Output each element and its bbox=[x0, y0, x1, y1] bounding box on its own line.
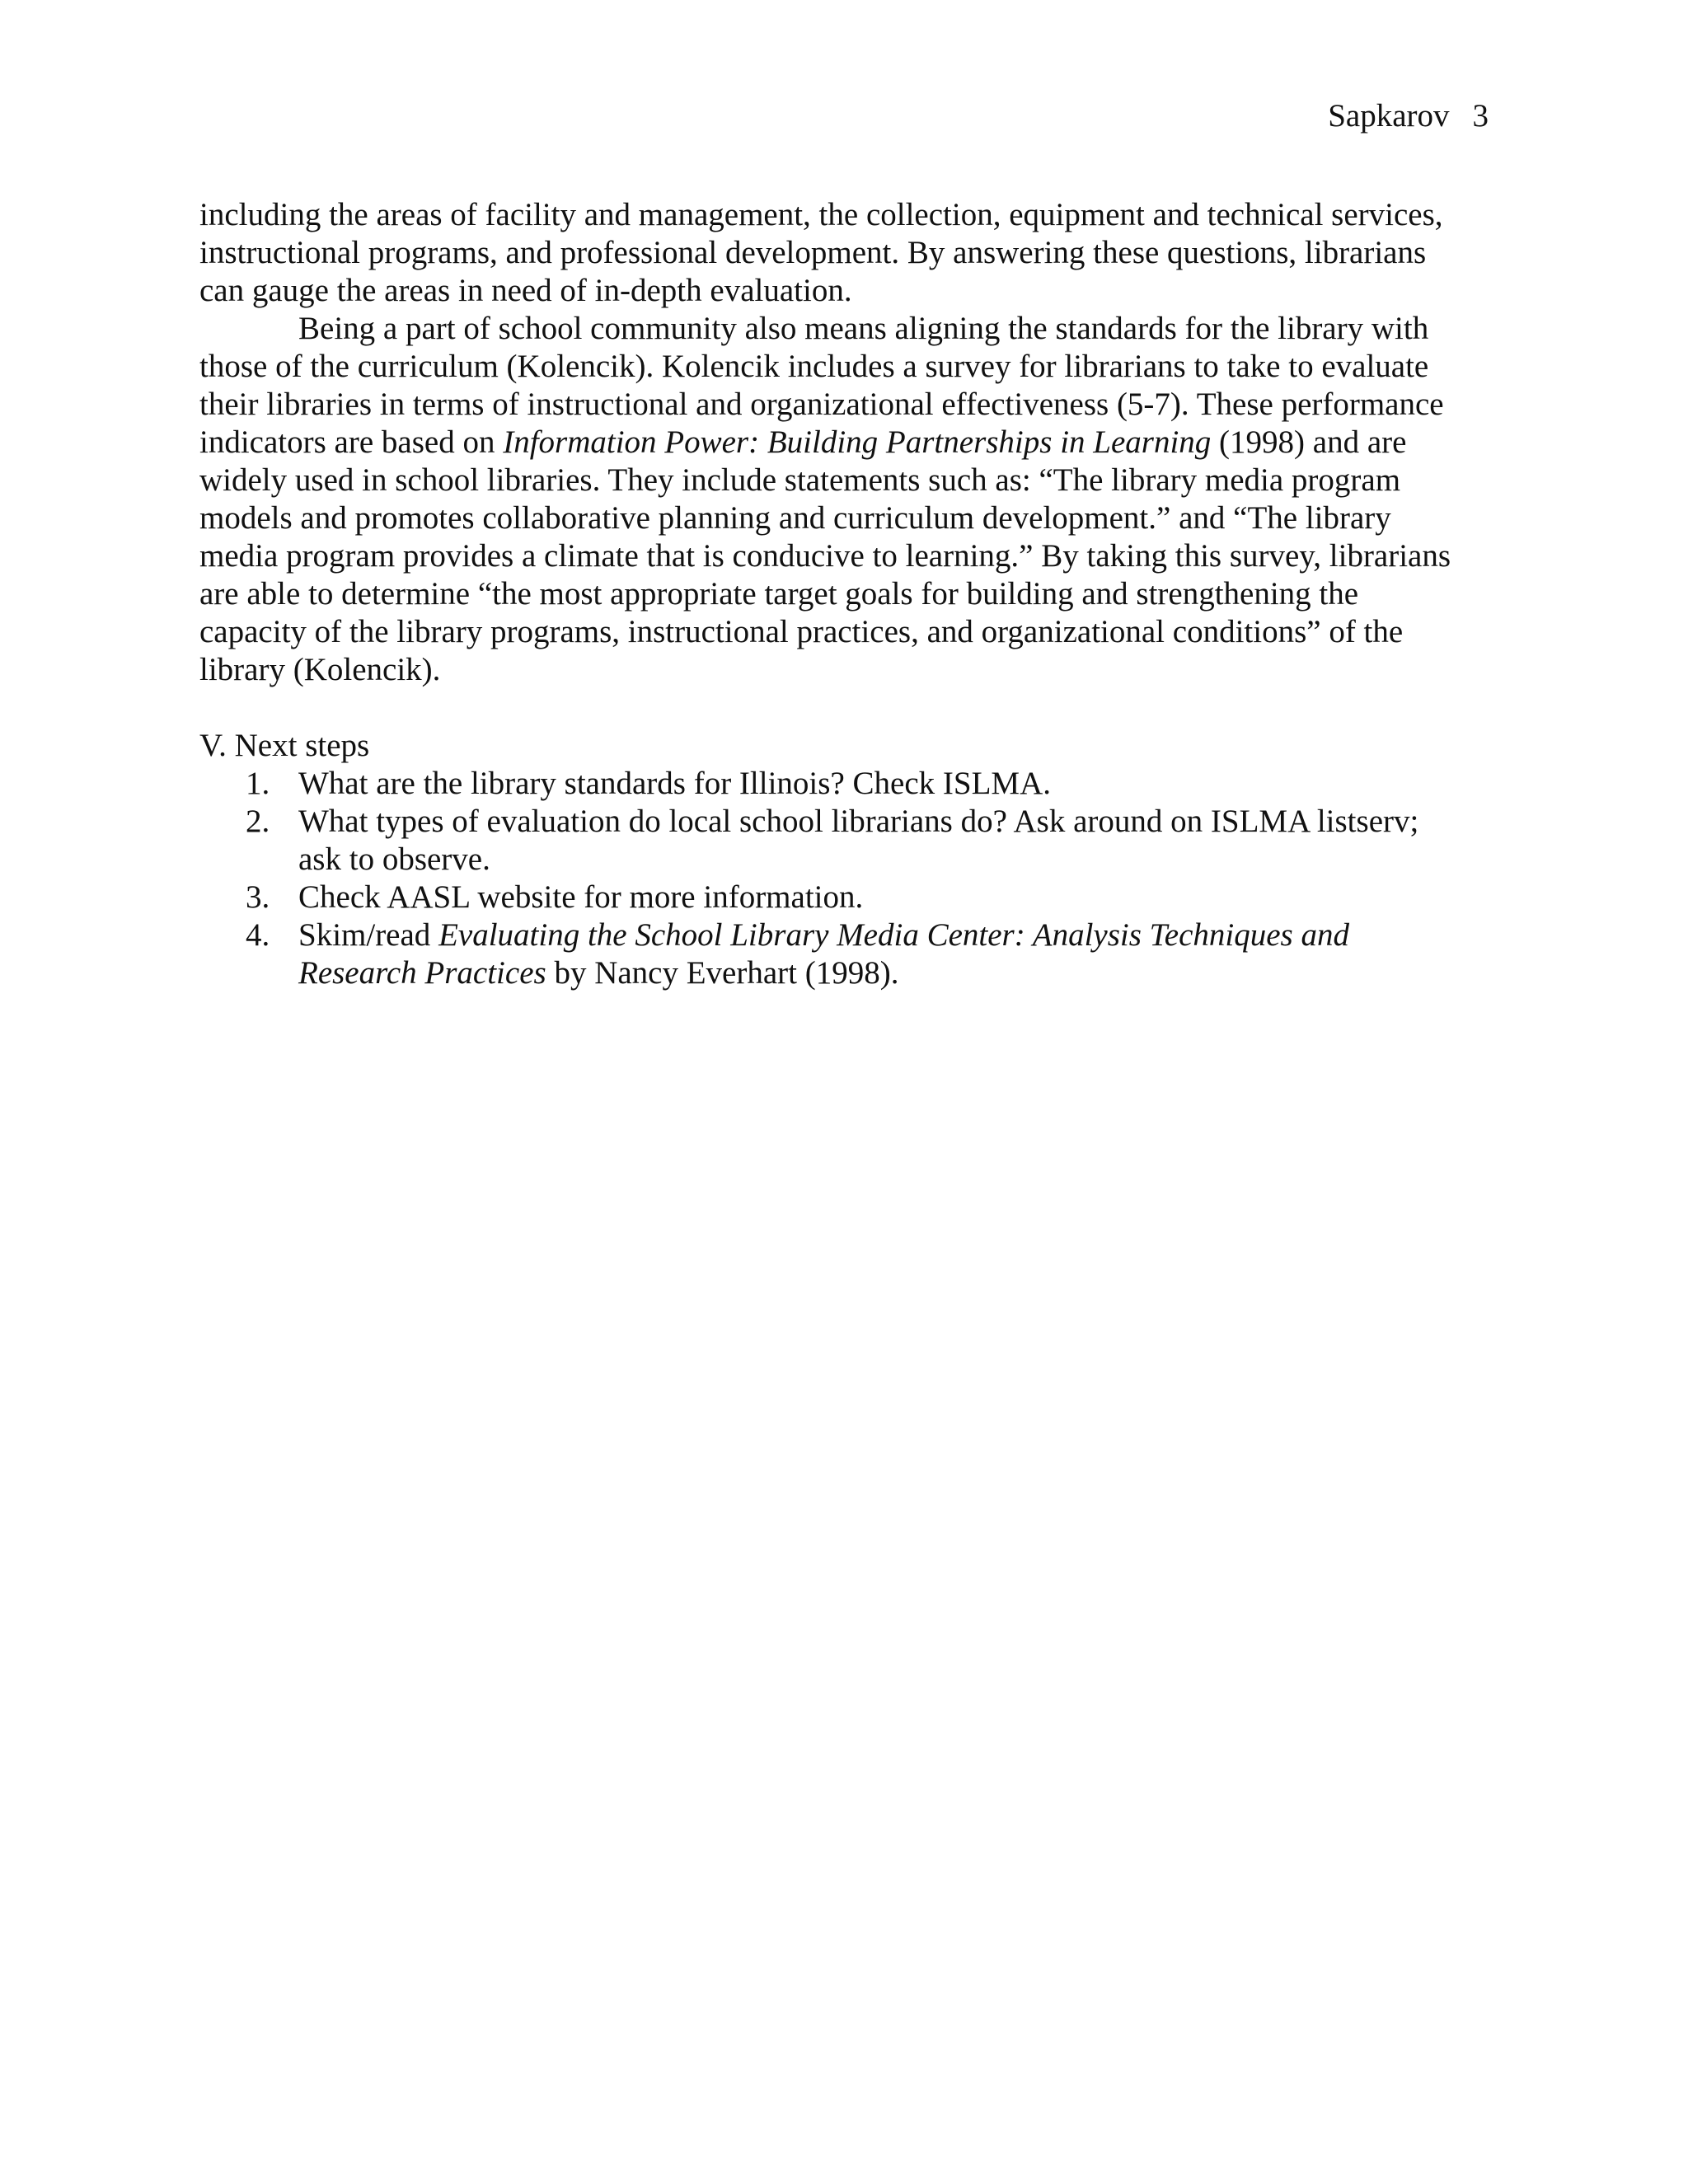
running-header bbox=[1328, 97, 1489, 135]
text-line: library (Kolencik). bbox=[199, 652, 441, 687]
text-run: indicators are based on bbox=[199, 424, 504, 460]
text-line: Being a part of school community also means aligning the standards for the library with bbox=[298, 311, 1429, 346]
text-line bbox=[298, 916, 1498, 954]
list-number: 1. bbox=[246, 766, 270, 801]
next-steps-list bbox=[199, 765, 1498, 992]
page-number: 3 bbox=[1472, 98, 1489, 134]
text-line: those of the curriculum (Kolencik). Kolencik includes a survey for librarians to take to evaluate bbox=[199, 349, 1429, 384]
text-line: their libraries in terms of instructional and organizational effectiveness (5-7). These performance bbox=[199, 387, 1444, 422]
text-line: can gauge the areas in need of in-depth evaluation. bbox=[199, 273, 852, 308]
text-line: including the areas of facility and management, the collection, equipment and technical services, bbox=[199, 197, 1443, 232]
text-line: widely used in school libraries. They include statements such as: “The library media program bbox=[199, 462, 1401, 498]
text-line: instructional programs, and professional development. By answering these questions, librarians bbox=[199, 235, 1427, 270]
text-line: models and promotes collaborative planning and curriculum development.” and “The library bbox=[199, 500, 1391, 536]
text-line bbox=[199, 424, 1498, 462]
paragraph bbox=[199, 196, 1498, 310]
list-item bbox=[199, 879, 1498, 916]
paragraph-gap bbox=[199, 689, 1498, 727]
paragraph bbox=[199, 310, 1498, 689]
section-next-steps bbox=[199, 727, 1498, 992]
book-title: Research Practices bbox=[298, 955, 546, 991]
list-number: 2. bbox=[246, 804, 270, 839]
text-run: (1998) and are bbox=[1211, 424, 1407, 460]
section-heading: V. Next steps bbox=[199, 728, 370, 763]
text-run: Skim/read bbox=[298, 917, 439, 953]
header-author: Sapkarov bbox=[1328, 98, 1450, 134]
text-line: capacity of the library programs, instructional practices, and organizational conditions” of the bbox=[199, 614, 1404, 649]
list-item bbox=[199, 765, 1498, 803]
list-item bbox=[199, 803, 1498, 879]
text-line bbox=[298, 954, 1498, 992]
text-run: by Nancy Everhart (1998). bbox=[546, 955, 899, 991]
text-line: What are the library standards for Illinois? Check ISLMA. bbox=[298, 766, 1051, 801]
text-line: What types of evaluation do local school librarians do? Ask around on ISLMA listserv; bbox=[298, 804, 1419, 839]
book-title: Evaluating the School Library Media Center: Analysis Techniques and bbox=[438, 917, 1349, 953]
list-number: 4. bbox=[246, 917, 270, 953]
text-line: are able to determine “the most appropriate target goals for building and strengthening the bbox=[199, 576, 1359, 612]
text-line: media program provides a climate that is conducive to learning.” By taking this survey, librarians bbox=[199, 538, 1451, 574]
book-title: Information Power: Building Partnerships in Learning bbox=[503, 424, 1212, 460]
text-line: Check AASL website for more information. bbox=[298, 879, 864, 915]
list-number: 3. bbox=[246, 879, 270, 915]
text-line: ask to observe. bbox=[298, 841, 490, 877]
list-item bbox=[199, 916, 1498, 992]
document-body bbox=[199, 196, 1498, 992]
